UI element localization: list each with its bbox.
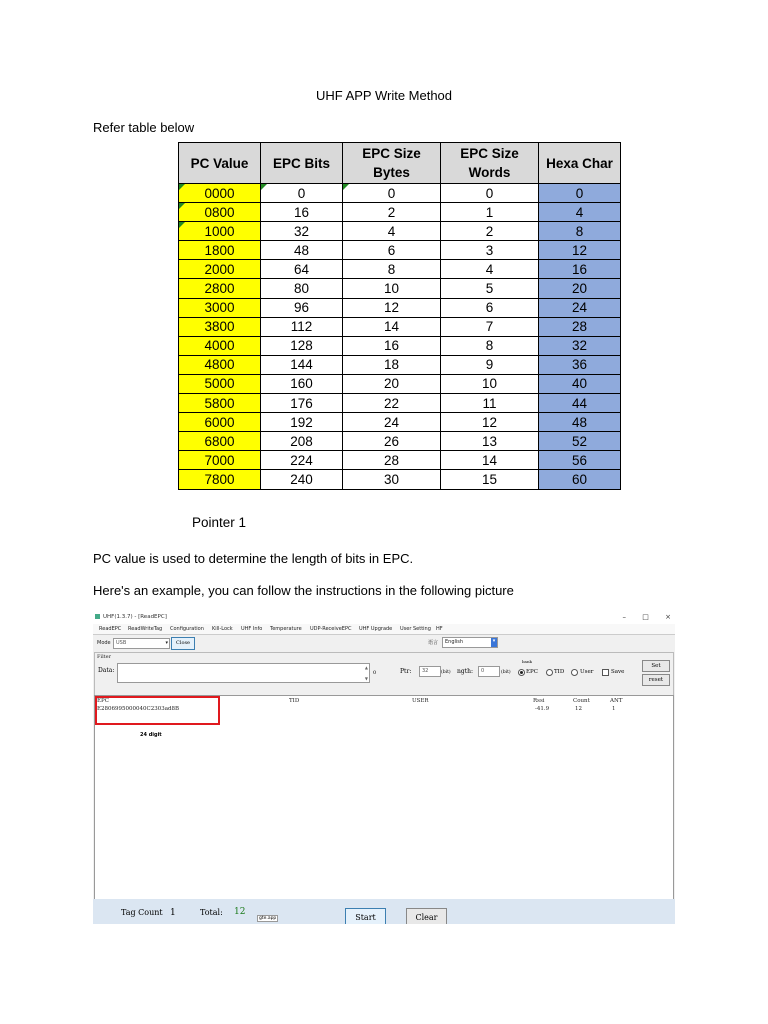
menu-readwritetag[interactable]: ReadWriteTag [128, 626, 163, 632]
start-button[interactable]: Start [345, 908, 386, 924]
column-tid: TID [289, 698, 300, 704]
save-label: Save [611, 669, 625, 675]
language-select[interactable] [442, 637, 498, 648]
menu-uhf-info[interactable]: UHF Info [241, 626, 263, 632]
bank-tid-label: TID [554, 669, 565, 675]
cell-pc-value: 6800 [179, 432, 261, 451]
menu-temperature[interactable]: Temperature [270, 626, 302, 632]
table-row [179, 298, 621, 317]
table-row [179, 413, 621, 432]
cell-epc-bits: 240 [261, 470, 343, 489]
cell-epc-words: 12 [441, 413, 539, 432]
row-rssi: -41.9 [535, 706, 550, 712]
cell-epc-words: 7 [441, 317, 539, 336]
pointer-label: Pointer 1 [192, 515, 247, 530]
ptr-unit: (bit) [441, 670, 451, 675]
cell-pc-value: 0800 [179, 203, 261, 222]
cell-epc-bytes: 10 [343, 279, 441, 298]
column-user: USER [412, 698, 429, 704]
cell-hexa-char: 8 [539, 222, 621, 241]
length-unit: (bit) [501, 670, 511, 675]
cell-epc-bits: 144 [261, 355, 343, 374]
column-epc: EPC [97, 698, 109, 704]
total-value: 12 [234, 907, 246, 917]
cell-epc-words: 8 [441, 336, 539, 355]
menu-user-setting[interactable]: User Setting [400, 626, 431, 632]
bank-epc-label: EPC [526, 669, 538, 675]
column-ant: ANT [610, 698, 623, 704]
cell-epc-bytes: 8 [343, 260, 441, 279]
app-statusbar [93, 899, 675, 924]
cell-pc-value: 1000 [179, 222, 261, 241]
cell-epc-words: 3 [441, 241, 539, 260]
cell-epc-bits: 208 [261, 432, 343, 451]
error-indicator-icon [261, 184, 267, 190]
cell-epc-bytes: 14 [343, 317, 441, 336]
app-titlebar [93, 611, 675, 624]
pc-value-table [178, 142, 621, 490]
table-row [179, 222, 621, 241]
cell-pc-value: 1800 [179, 241, 261, 260]
menu-configuration[interactable]: Configuration [170, 626, 204, 632]
cell-epc-bytes: 24 [343, 413, 441, 432]
cell-hexa-char: 4 [539, 203, 621, 222]
cell-hexa-char: 40 [539, 374, 621, 393]
cell-epc-bytes: 16 [343, 336, 441, 355]
filter-label: Filter [97, 654, 112, 660]
cell-epc-bits: 96 [261, 298, 343, 317]
scroll-down-icon[interactable]: ▼ [364, 676, 368, 681]
cell-epc-bits: 16 [261, 203, 343, 222]
filter-group [94, 652, 674, 696]
app-icon [95, 614, 100, 619]
cell-epc-bits: 176 [261, 394, 343, 413]
scroll-up-icon[interactable]: ▲ [364, 665, 368, 670]
uhf-app-screenshot [93, 611, 675, 924]
bank-user-radio[interactable] [571, 669, 578, 676]
cell-pc-value: 5800 [179, 394, 261, 413]
row-ant: 1 [612, 706, 616, 712]
cell-pc-value: 3000 [179, 298, 261, 317]
cell-epc-bits: 80 [261, 279, 343, 298]
mode-value: USB [116, 640, 127, 646]
table-header-row [179, 143, 621, 184]
table-row [179, 260, 621, 279]
cell-hexa-char: 24 [539, 298, 621, 317]
menu-readepc[interactable]: ReadEPC [99, 626, 122, 632]
table-row [179, 336, 621, 355]
cell-pc-value: 2800 [179, 279, 261, 298]
error-indicator-icon [179, 203, 185, 209]
cell-pc-value: 4000 [179, 336, 261, 355]
intro-text: Refer table below [93, 120, 195, 135]
menu-udp-receiveepc[interactable]: UDP-ReceiveEPC [310, 626, 352, 632]
row-count: 12 [575, 706, 582, 712]
cell-hexa-char: 60 [539, 470, 621, 489]
column-count: Count [573, 698, 590, 704]
close-window-icon[interactable]: × [665, 613, 671, 621]
cell-epc-words: 4 [441, 260, 539, 279]
cell-epc-bits: 128 [261, 336, 343, 355]
cell-hexa-char: 32 [539, 336, 621, 355]
app-toolbar [93, 635, 675, 651]
table-row [179, 241, 621, 260]
cell-epc-bits: 224 [261, 451, 343, 470]
length-value: 0 [481, 668, 485, 674]
cell-epc-bytes: 4 [343, 222, 441, 241]
ptr-value: 32 [422, 668, 429, 674]
cell-epc-bytes: 20 [343, 374, 441, 393]
cell-epc-bits: 112 [261, 317, 343, 336]
table-row [179, 203, 621, 222]
app-window-title: UHF(1.3.7) - [ReadEPC] [103, 614, 167, 620]
table-row [179, 451, 621, 470]
cell-hexa-char: 0 [539, 184, 621, 203]
bank-user-label: User [580, 669, 594, 675]
cell-epc-bytes: 22 [343, 394, 441, 413]
cell-epc-bytes: 18 [343, 355, 441, 374]
data-input[interactable] [117, 663, 370, 683]
length-label: ngth: [457, 668, 474, 675]
set-button[interactable]: Set [642, 660, 670, 672]
app-menubar [93, 624, 675, 635]
paragraph-example: Here's an example, you can follow the instructions in the following picture [93, 583, 514, 598]
paragraph-pc-value: PC value is used to determine the length of bits in EPC. [93, 551, 414, 566]
cell-epc-words: 10 [441, 374, 539, 393]
language-label: 语言 [428, 640, 439, 646]
cell-hexa-char: 56 [539, 451, 621, 470]
cell-epc-bits: 160 [261, 374, 343, 393]
cell-pc-value: 3800 [179, 317, 261, 336]
cell-epc-bytes: 12 [343, 298, 441, 317]
epc-highlight-box [95, 696, 220, 725]
cell-epc-bits: 192 [261, 413, 343, 432]
cell-epc-bits: 48 [261, 241, 343, 260]
tag-count-value: 1 [170, 908, 176, 918]
table-row [179, 279, 621, 298]
cell-pc-value: 7800 [179, 470, 261, 489]
cell-epc-bytes: 0 [343, 184, 441, 203]
digit-annotation: 24 digit [140, 732, 162, 738]
chevron-down-icon: ▾ [165, 640, 168, 646]
tag-count-label: Tag Count [121, 908, 163, 917]
total-label: Total: [200, 908, 223, 917]
cell-epc-words: 13 [441, 432, 539, 451]
mode-label: Mode [97, 640, 111, 646]
length-input[interactable] [478, 666, 500, 677]
table-row [179, 470, 621, 489]
chevron-down-icon: ▾ [491, 638, 497, 647]
cell-hexa-char: 48 [539, 413, 621, 432]
error-indicator-icon [179, 222, 185, 228]
cell-epc-bits: 64 [261, 260, 343, 279]
window-controls [609, 613, 671, 621]
cell-epc-bits: 32 [261, 222, 343, 241]
cell-pc-value: 0000 [179, 184, 261, 203]
cell-pc-value: 5000 [179, 374, 261, 393]
tooltip: gte.app [259, 916, 277, 921]
results-table [94, 695, 674, 900]
menu-hf[interactable]: HF [436, 626, 443, 632]
cell-epc-words: 11 [441, 394, 539, 413]
bank-tid-radio[interactable] [546, 669, 553, 676]
cell-hexa-char: 20 [539, 279, 621, 298]
cell-pc-value: 6000 [179, 413, 261, 432]
header-epc-size-words: EPC Size Words [441, 143, 539, 184]
error-indicator-icon [179, 184, 185, 190]
mode-select[interactable] [113, 638, 170, 649]
column-rssi: Rssi [533, 698, 545, 704]
menu-uhf-upgrade[interactable]: UHF Upgrade [359, 626, 393, 632]
minimize-icon[interactable]: – [622, 613, 627, 621]
bank-label: bank [522, 659, 532, 664]
table-row [179, 184, 621, 203]
cell-epc-bits: 0 [261, 184, 343, 203]
cell-epc-words: 6 [441, 298, 539, 317]
header-epc-bits: EPC Bits [261, 143, 343, 184]
cell-pc-value: 7000 [179, 451, 261, 470]
language-value: English [445, 639, 464, 645]
cell-epc-bytes: 6 [343, 241, 441, 260]
header-hexa-char: Hexa Char [539, 143, 621, 184]
cell-hexa-char: 16 [539, 260, 621, 279]
cell-epc-words: 2 [441, 222, 539, 241]
cell-epc-bytes: 28 [343, 451, 441, 470]
header-epc-size-bytes: EPC Size Bytes [343, 143, 441, 184]
table-row [179, 394, 621, 413]
error-indicator-icon [343, 184, 349, 190]
cell-epc-words: 0 [441, 184, 539, 203]
cell-epc-words: 9 [441, 355, 539, 374]
document-title: UHF APP Write Method [315, 88, 453, 103]
cell-epc-words: 5 [441, 279, 539, 298]
cell-hexa-char: 44 [539, 394, 621, 413]
cell-epc-words: 15 [441, 470, 539, 489]
cell-hexa-char: 52 [539, 432, 621, 451]
cell-pc-value: 2000 [179, 260, 261, 279]
menu-kill-lock[interactable]: Kill-Lock [212, 626, 233, 632]
data-label: Data: [98, 667, 115, 674]
cell-epc-words: 1 [441, 203, 539, 222]
cell-epc-bytes: 30 [343, 470, 441, 489]
save-checkbox[interactable] [602, 669, 609, 676]
clear-button[interactable]: Clear [406, 908, 447, 924]
row-epc: E2806995000040C2303ad8B [97, 706, 180, 712]
cell-epc-bytes: 2 [343, 203, 441, 222]
maximize-icon[interactable]: □ [642, 613, 649, 621]
reset-button[interactable]: reset [642, 674, 670, 686]
cell-hexa-char: 28 [539, 317, 621, 336]
cell-hexa-char: 12 [539, 241, 621, 260]
bank-epc-radio[interactable] [518, 669, 525, 676]
table-row [179, 317, 621, 336]
close-connection-button[interactable]: Close [171, 637, 195, 650]
header-pc-value: PC Value [179, 143, 261, 184]
cell-pc-value: 4800 [179, 355, 261, 374]
cell-epc-bytes: 26 [343, 432, 441, 451]
cell-epc-words: 14 [441, 451, 539, 470]
ptr-label: Ptr: [400, 668, 412, 675]
cell-hexa-char: 36 [539, 355, 621, 374]
table-row [179, 374, 621, 393]
ptr-input[interactable] [419, 666, 441, 677]
data-count: 0 [373, 670, 377, 676]
table-row [179, 432, 621, 451]
table-row [179, 355, 621, 374]
